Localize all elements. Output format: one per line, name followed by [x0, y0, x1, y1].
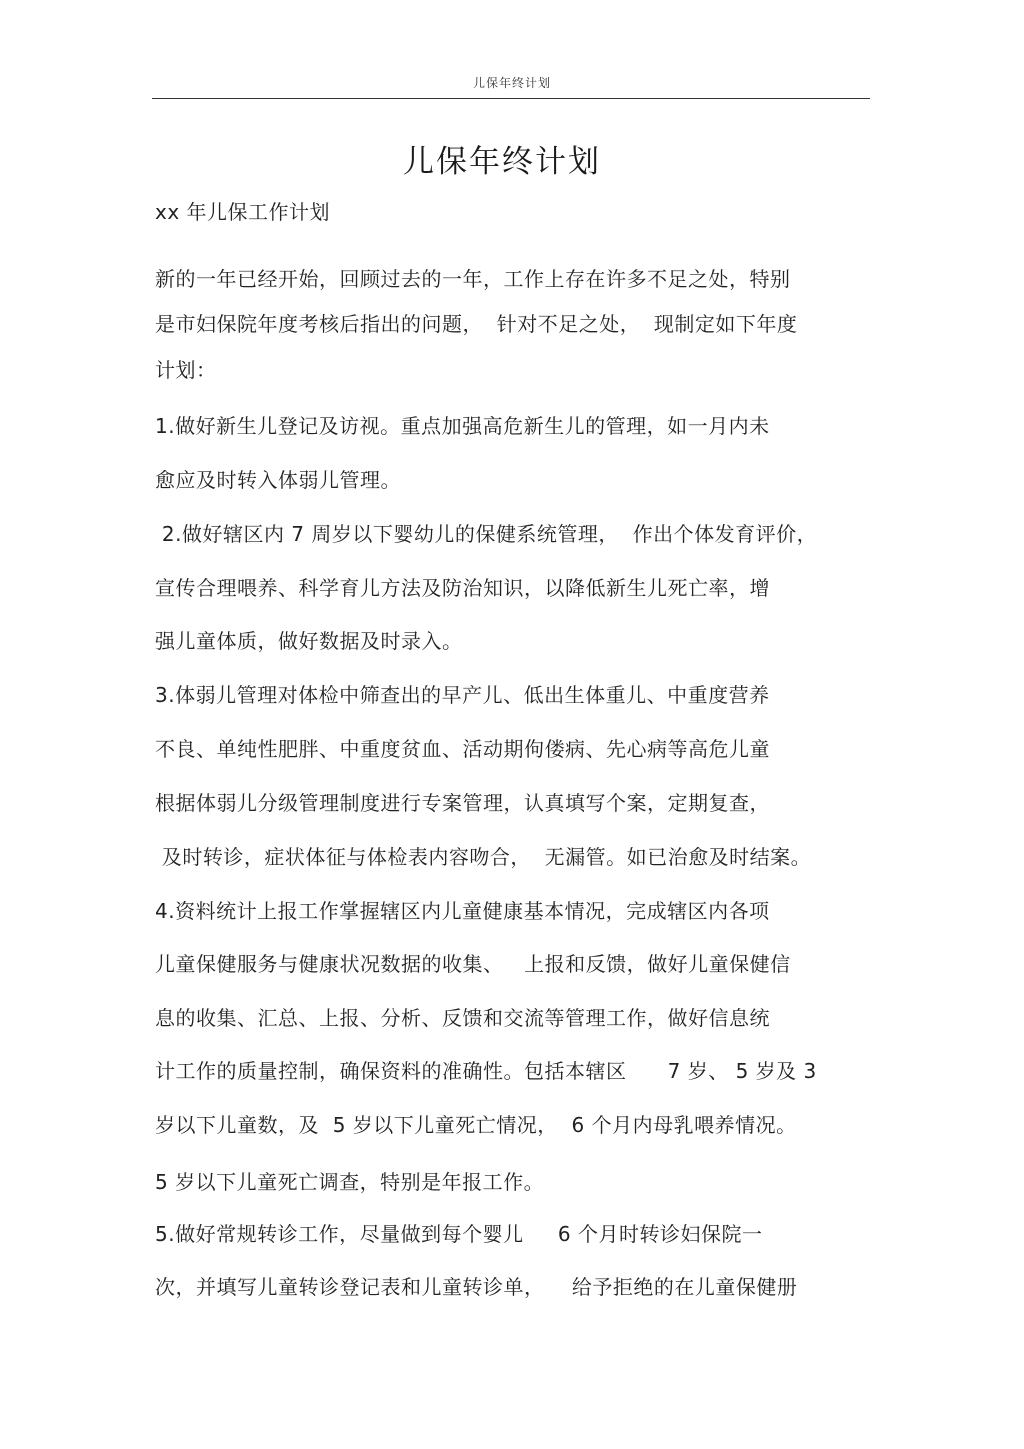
paragraph-line: 岁以下儿童数，及 5 岁以下儿童死亡情况， 6 个月内母乳喂养情况。	[155, 1113, 797, 1137]
paragraph-line: 不良、单纯性肥胖、中重度贫血、活动期佝偻病、先心病等高危儿童	[155, 737, 770, 761]
paragraph-line: 愈应及时转入体弱儿管理。	[155, 468, 401, 492]
paragraph-line: 宣传合理喂养、科学育儿方法及防治知识，以降低新生儿死亡率，增	[155, 576, 770, 600]
paragraph-line: 强儿童体质，做好数据及时录入。	[155, 629, 463, 653]
paragraph-line: 次，并填写儿童转诊登记表和儿童转诊单， 给予拒绝的在儿童保健册	[155, 1275, 798, 1299]
paragraph-line: 1.做好新生儿登记及访视。重点加强高危新生儿的管理，如一月内未	[155, 414, 770, 438]
header-divider	[152, 98, 870, 99]
paragraph-line: 新的一年已经开始，回顾过去的一年，工作上存在许多不足之处，特别	[155, 267, 791, 291]
paragraph-line: 5.做好常规转诊工作，尽量做到每个婴儿 6 个月时转诊妇保院一	[155, 1222, 763, 1246]
document-subtitle: xx 年儿保工作计划	[155, 200, 331, 224]
paragraph-line: 儿童保健服务与健康状况数据的收集、 上报和反馈，做好儿童保健信	[155, 952, 791, 976]
paragraph-line: 5 岁以下儿童死亡调查，特别是年报工作。	[155, 1170, 545, 1194]
paragraph-line: 计工作的质量控制，确保资料的准确性。包括本辖区 7 岁、 5 岁及 3	[155, 1059, 817, 1083]
paragraph-line: 3.体弱儿管理对体检中筛查出的早产儿、低出生体重儿、中重度营养	[155, 683, 770, 707]
paragraph-line: 计划：	[155, 358, 217, 382]
paragraph-line: 息的收集、汇总、上报、分析、反馈和交流等管理工作，做好信息统	[155, 1006, 770, 1030]
paragraph-line: 是市妇保院年度考核后指出的问题， 针对不足之处， 现制定如下年度	[155, 312, 798, 336]
paragraph-line: 4.资料统计上报工作掌握辖区内儿童健康基本情况，完成辖区内各项	[155, 899, 770, 923]
paragraph-line: 及时转诊，症状体征与体检表内容吻合， 无漏管。如已治愈及时结案。	[155, 845, 812, 869]
paragraph-line: 2.做好辖区内 7 周岁以下婴幼儿的保健系统管理， 作出个体发育评价，	[155, 522, 818, 546]
paragraph-line: 根据体弱儿分级管理制度进行专案管理，认真填写个案，定期复查，	[155, 791, 770, 815]
document-title: 儿保年终计划	[403, 144, 601, 180]
running-header: 儿保年终计划	[472, 76, 551, 90]
